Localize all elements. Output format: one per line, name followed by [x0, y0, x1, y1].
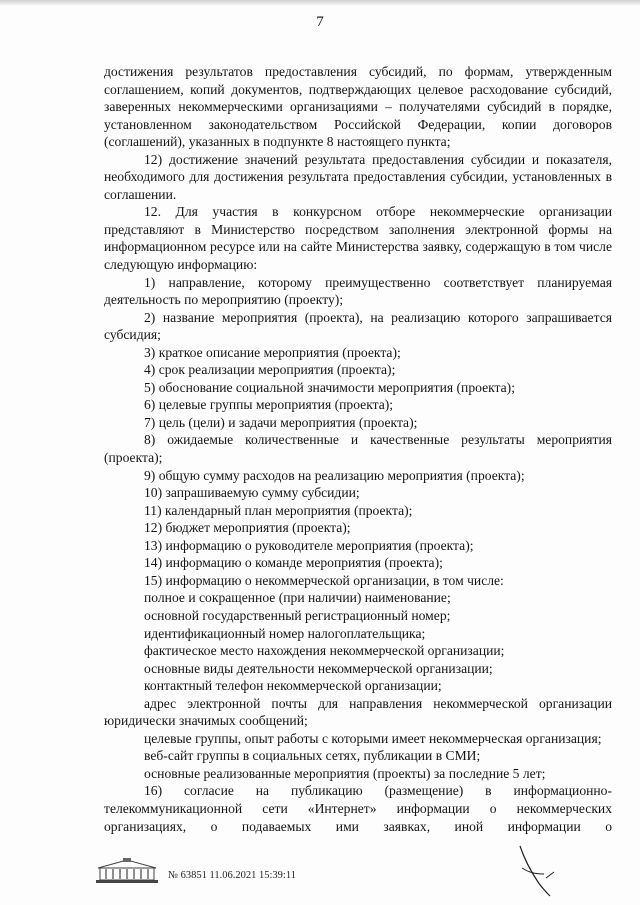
paragraph: основные виды деятельности некоммерческой организации;	[144, 660, 493, 676]
paragraph: 12. Для участия в конкурсном отборе некоммерческие организации представляют в Министерство посредством заполнения электронной формы на информационном ресурсе или на сайте Министерства заявку, содержащую в том числе следующую информацию:	[104, 204, 612, 273]
paragraph: 5) обоснование социальной значимости мероприятия (проекта);	[144, 379, 515, 395]
handwritten-signature-icon	[500, 838, 570, 898]
paragraph: достижения результатов предоставления субсидий, по формам, утвержденным соглашением, копий документов, подтверждающих целевое расходование субсидий, заверенных некоммерческими организациями – получателями субсидий в порядке, установленном законодательством Российской Федерации, копии договоров (соглашений), указанных в подпункте 8 настоящего пункта;	[104, 64, 612, 150]
paragraph: 2) название мероприятия (проекта), на реализацию которого запрашивается субсидия;	[104, 309, 612, 343]
paragraph: контактный телефон некоммерческой организации;	[144, 678, 442, 694]
paragraph: полное и сокращенное (при наличии) наименование;	[144, 590, 451, 606]
page-number: 7	[316, 14, 324, 30]
paragraph: 14) информацию о команде мероприятия (проекта);	[144, 555, 443, 571]
paragraph: 3) краткое описание мероприятия (проекта);	[144, 344, 401, 360]
document-footer	[94, 858, 454, 894]
paragraph: 4) срок реализации мероприятия (проекта);	[144, 362, 396, 378]
paragraph: целевые группы, опыт работы с которыми имеет некоммерческая организация;	[144, 730, 602, 746]
government-building-seal-icon	[94, 858, 160, 884]
paragraph: веб-сайт группы в социальных сетях, публикации в СМИ;	[144, 748, 481, 764]
paragraph: 7) цель (цели) и задачи мероприятия (проекта);	[144, 414, 418, 430]
paragraph: 12) бюджет мероприятия (проекта);	[144, 520, 351, 536]
paragraph: 13) информацию о руководителе мероприятия (проекта);	[144, 537, 474, 553]
paragraph: 12) достижение значений результата предоставления субсидии и показателя, необходимого для достижения результата предоставления субсидии, установленных в соглашении.	[104, 151, 612, 202]
paragraph: 11) календарный план мероприятия (проекта);	[144, 502, 413, 518]
paragraph: 1) направление, которому преимущественно соответствует планируемая деятельность по мероприятию (проекту);	[104, 274, 612, 308]
paragraph: 8) ожидаемые количественные и качественные результаты мероприятия (проекта);	[104, 432, 612, 466]
paragraph: фактическое место нахождения некоммерческой организации;	[144, 643, 505, 659]
paragraph: основные реализованные мероприятия (проекты) за последние 5 лет;	[144, 765, 546, 781]
paragraph: 16) согласие на публикацию (размещение) в информационно-телекоммуникационной сети «Интернет» информации о некоммерческих организациях, о подаваемых ими заявках, иной информации о	[104, 783, 612, 834]
paragraph: идентификационный номер налогоплательщика;	[144, 625, 426, 641]
scan-top-edge	[0, 0, 640, 6]
document-body	[104, 63, 612, 835]
paragraph: 15) информацию о некоммерческой организации, в том числе:	[144, 572, 504, 588]
registration-stamp: № 63851 11.06.2021 15:39:11	[168, 870, 296, 881]
paragraph: 6) целевые группы мероприятия (проекта);	[144, 397, 394, 413]
paragraph: основной государственный регистрационный номер;	[144, 607, 451, 623]
paragraph: адрес электронной почты для направления некоммерческой организации юридически значимых сообщений;	[104, 695, 612, 729]
paragraph: 10) запрашиваемую сумму субсидии;	[144, 485, 360, 501]
paragraph: 9) общую сумму расходов на реализацию мероприятия (проекта);	[144, 467, 525, 483]
